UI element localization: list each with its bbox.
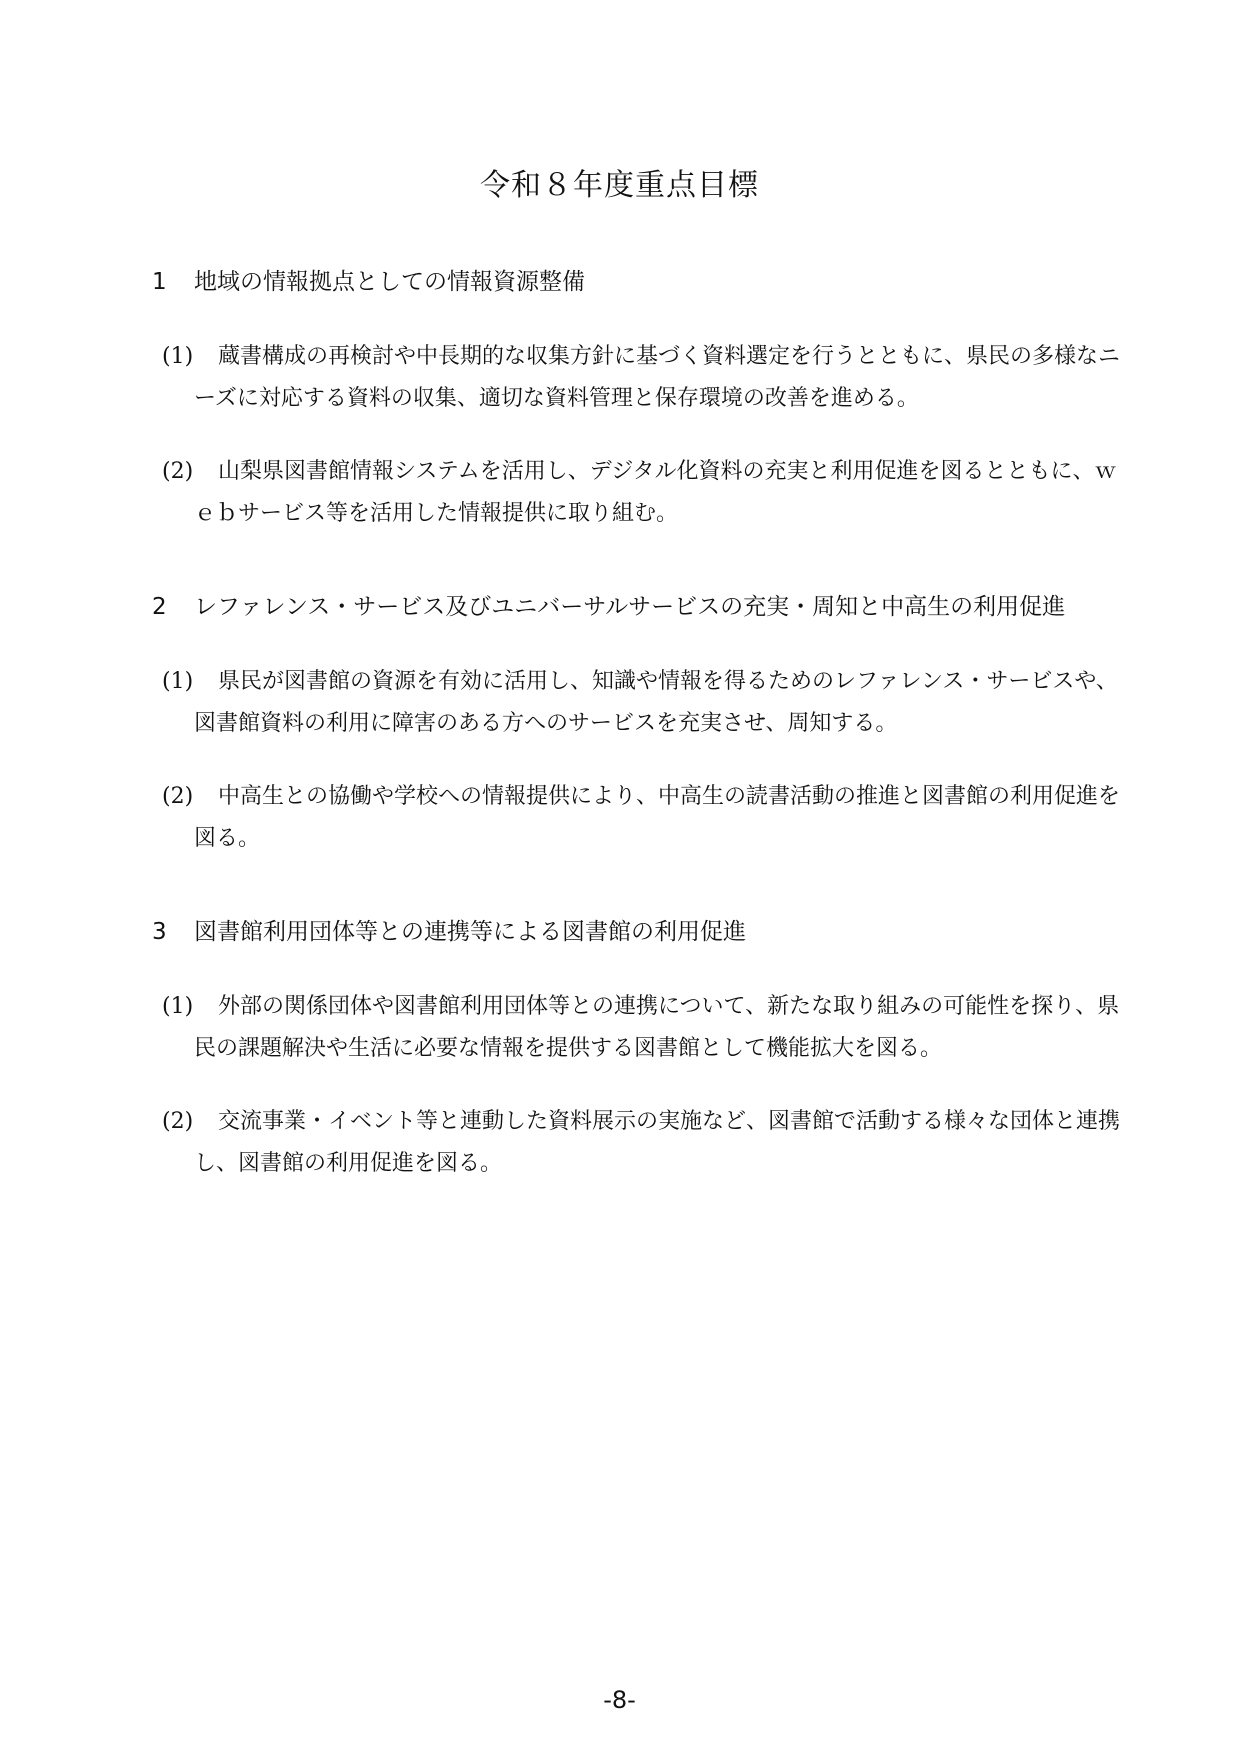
item-text: 山梨県図書館情報システムを活用し、デジタル化資料の充実と利用促進を図るとともに、ｗｅｂサービス等を活用した情報提供に取り組む。 [194,459,1117,526]
section-number: 1 [152,269,167,295]
list-item [162,661,1120,745]
item-number: (2) [162,1109,194,1134]
section-2 [152,588,1121,860]
page-title: 令和８年度重点目標 [480,168,759,203]
item-text: 中高生との協働や学校への情報提供により、中高生の読書活動の推進と図書館の利用促進を図る。 [194,784,1121,851]
section-number: 3 [152,919,167,945]
item-text: 蔵書構成の再検討や中長期的な収集方針に基づく資料選定を行うとともに、県民の多様なニーズに対応する資料の収集、適切な資料管理と保存環境の改善を進める。 [194,344,1121,411]
page-number: -8- [603,1686,636,1714]
section-title: レファレンス・サービス及びユニバーサルサービスの充実・周知と中高生の利用促進 [194,594,1066,620]
item-number: (1) [162,994,194,1019]
section-heading [152,263,1092,296]
list-item [162,336,1120,420]
section-3 [152,913,1121,1185]
list-item [162,776,1120,860]
list-item [162,451,1120,535]
list-item [162,986,1120,1070]
item-text: 外部の関係団体や図書館利用団体等との連携について、新たな取り組みの可能性を探り、県民の課題解決や生活に必要な情報を提供する図書館として機能拡大を図る。 [194,994,1120,1061]
item-number: (2) [162,459,194,484]
item-text: 交流事業・イベント等と連動した資料展示の実施など、図書館で活動する様々な団体と連携し、図書館の利用促進を図る。 [194,1109,1121,1176]
section-heading [152,913,1092,946]
section-title: 地域の情報拠点としての情報資源整備 [194,269,585,295]
section-heading [152,588,1092,621]
item-number: (2) [162,784,194,809]
item-text: 県民が図書館の資源を有効に活用し、知識や情報を得るためのレファレンス・サービスや、図書館資料の利用に障害のある方へのサービスを充実させ、周知する。 [194,669,1118,736]
section-number: 2 [152,594,167,620]
section-1 [152,263,1121,535]
item-number: (1) [162,669,194,694]
item-number: (1) [162,344,194,369]
list-item [162,1101,1120,1185]
section-title: 図書館利用団体等との連携等による図書館の利用促進 [194,919,746,945]
